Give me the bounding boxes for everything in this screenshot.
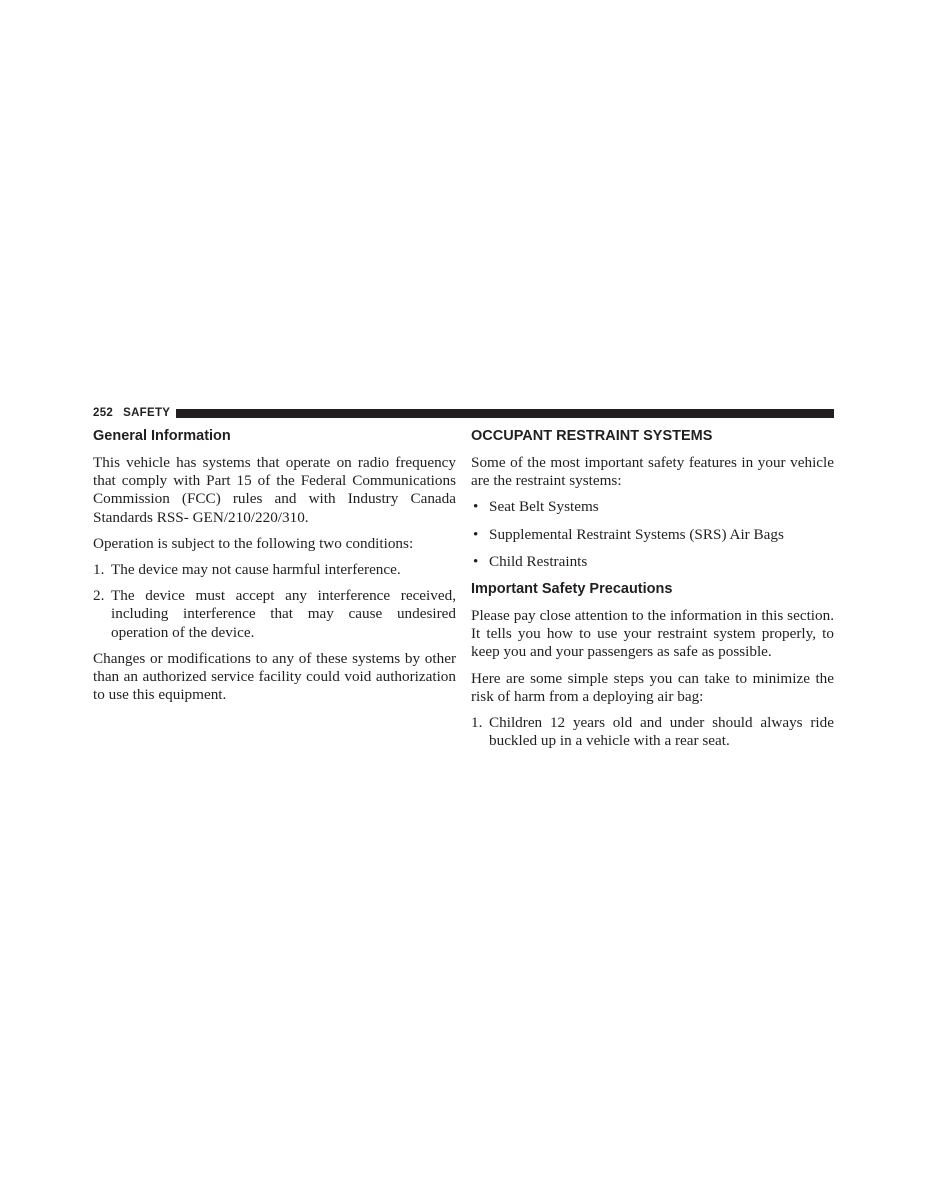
bullet-icon: • (473, 498, 479, 516)
modifications-paragraph: Changes or modifications to any of these systems by other than an authorized service facility could void authorization to use this equipment. (93, 649, 456, 704)
bullet-icon: • (473, 552, 479, 570)
bullet-icon: • (473, 525, 479, 543)
page-header (93, 405, 834, 421)
condition-item (93, 587, 456, 642)
restraint-intro: Some of the most important safety features in your vehicle are the restraint systems: (471, 454, 834, 490)
attention-paragraph: Please pay close attention to the information in this section. It tells you how to use your restraint system properly, to keep you and your passengers as safe as possible. (471, 607, 834, 661)
general-information-heading: General Information (93, 428, 231, 444)
header-rule (176, 409, 834, 418)
left-column (93, 427, 456, 712)
list-item (471, 553, 834, 571)
condition-text: The device must accept any interference received, including interference that may cause undesired operation of the device. (111, 587, 456, 641)
step-item (471, 714, 834, 750)
fcc-paragraph: This vehicle has systems that operate on radio frequency that comply with Part 15 of the Federal Communications Commission (FCC) rules and with Industry Canada Standards RSS- GEN/210/220/310. (93, 454, 456, 526)
bullet-text: Child Restraints (489, 552, 588, 570)
condition-number: 2. (93, 587, 105, 605)
safety-precautions-heading: Important Safety Precautions (471, 581, 673, 598)
list-item (471, 498, 834, 516)
bullet-text: Supplemental Restraint Systems (SRS) Air Bags (489, 525, 784, 543)
list-item (471, 526, 834, 544)
condition-number: 1. (93, 561, 105, 579)
bullet-text: Seat Belt Systems (489, 498, 599, 516)
section-title: SAFETY (123, 407, 171, 419)
right-column (471, 427, 834, 758)
step-text: Children 12 years old and under should always ride buckled up in a vehicle with a rear seat. (489, 714, 834, 750)
steps-intro: Here are some simple steps you can take to minimize the risk of harm from a deploying air bag: (471, 669, 834, 705)
condition-item (93, 561, 456, 579)
step-number: 1. (471, 714, 483, 732)
occupant-restraint-heading: OCCUPANT RESTRAINT SYSTEMS (471, 428, 713, 444)
page-number: 252 (93, 407, 114, 419)
conditions-intro: Operation is subject to the following two conditions: (93, 534, 414, 552)
condition-text: The device may not cause harmful interference. (111, 561, 401, 579)
